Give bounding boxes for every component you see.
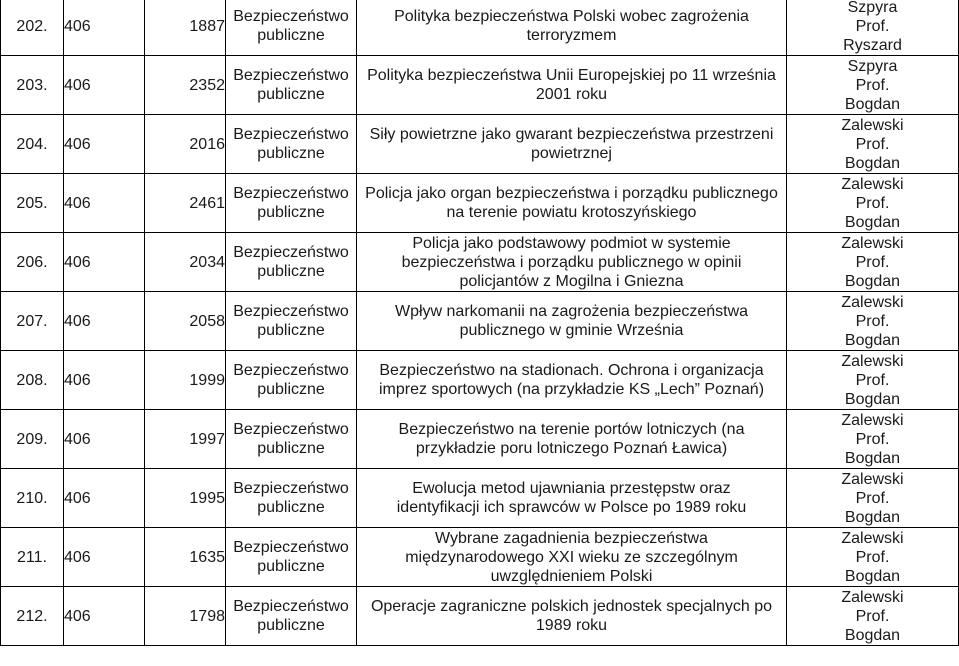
id-cell: 1997 (145, 410, 226, 469)
supervisor-cell: Zalewski Prof. Bogdan (787, 587, 959, 646)
thesis-title-cell: Bezpieczeństwo na terenie portów lotniczych (na przykładzie poru lotniczego Poznań Ławica) (357, 410, 787, 469)
row-number: 209. (1, 410, 64, 469)
specialization-cell: Bezpieczeństwo publiczne (226, 174, 357, 233)
row-number: 212. (1, 587, 64, 646)
table-row (1, 410, 959, 469)
code-cell: 406 (64, 56, 145, 115)
table-row (1, 351, 959, 410)
specialization-cell: Bezpieczeństwo publiczne (226, 469, 357, 528)
code-cell: 406 (64, 292, 145, 351)
row-number: 207. (1, 292, 64, 351)
supervisor-cell: Zalewski Prof. Bogdan (787, 528, 959, 587)
specialization-cell: Bezpieczeństwo publiczne (226, 587, 357, 646)
thesis-title-cell: Wpływ narkomanii na zagrożenia bezpieczeństwa publicznego w gminie Września (357, 292, 787, 351)
code-cell: 406 (64, 469, 145, 528)
code-cell: 406 (64, 351, 145, 410)
supervisor-cell: Zalewski Prof. Bogdan (787, 174, 959, 233)
row-number: 211. (1, 528, 64, 587)
thesis-title-cell: Bezpieczeństwo na stadionach. Ochrona i organizacja imprez sportowych (na przykładzie KS „Lech” Poznań) (357, 351, 787, 410)
id-cell: 1887 (145, 0, 226, 56)
table-row (1, 56, 959, 115)
code-cell: 406 (64, 587, 145, 646)
supervisor-cell: Zalewski Prof. Bogdan (787, 292, 959, 351)
code-cell: 406 (64, 233, 145, 292)
supervisor-cell: Szpyra Prof. Ryszard (787, 0, 959, 56)
id-cell: 1635 (145, 528, 226, 587)
thesis-title-cell: Polityka bezpieczeństwa Polski wobec zagrożenia terroryzmem (357, 0, 787, 56)
id-cell: 2461 (145, 174, 226, 233)
row-number: 204. (1, 115, 64, 174)
code-cell: 406 (64, 528, 145, 587)
supervisor-cell: Zalewski Prof. Bogdan (787, 233, 959, 292)
table-row (1, 587, 959, 646)
id-cell: 1999 (145, 351, 226, 410)
specialization-cell: Bezpieczeństwo publiczne (226, 56, 357, 115)
thesis-title-cell: Wybrane zagadnienia bezpieczeństwa międzynarodowego XXI wieku ze szczególnym uwzględnieniem Polski (357, 528, 787, 587)
thesis-title-cell: Ewolucja metod ujawniania przestępstw oraz identyfikacji ich sprawców w Polsce po 1989 roku (357, 469, 787, 528)
supervisor-cell: Zalewski Prof. Bogdan (787, 351, 959, 410)
supervisor-cell: Zalewski Prof. Bogdan (787, 410, 959, 469)
table-row (1, 469, 959, 528)
specialization-cell: Bezpieczeństwo publiczne (226, 528, 357, 587)
table-row (1, 528, 959, 587)
supervisor-cell: Zalewski Prof. Bogdan (787, 469, 959, 528)
specialization-cell: Bezpieczeństwo publiczne (226, 115, 357, 174)
specialization-cell: Bezpieczeństwo publiczne (226, 410, 357, 469)
row-number: 206. (1, 233, 64, 292)
row-number: 202. (1, 0, 64, 56)
thesis-title-cell: Operacje zagraniczne polskich jednostek specjalnych po 1989 roku (357, 587, 787, 646)
table-row (1, 233, 959, 292)
code-cell: 406 (64, 115, 145, 174)
table-row (1, 0, 959, 56)
specialization-cell: Bezpieczeństwo publiczne (226, 0, 357, 56)
thesis-title-cell: Policja jako podstawowy podmiot w systemie bezpieczeństwa i porządku publicznego w opinii policjantów z Mogilna i Gniezna (357, 233, 787, 292)
table-row (1, 174, 959, 233)
id-cell: 2016 (145, 115, 226, 174)
thesis-title-cell: Siły powietrzne jako gwarant bezpieczeństwa przestrzeni powietrznej (357, 115, 787, 174)
table-row (1, 115, 959, 174)
thesis-title-cell: Policja jako organ bezpieczeństwa i porządku publicznego na terenie powiatu krotoszyńskiego (357, 174, 787, 233)
row-number: 203. (1, 56, 64, 115)
specialization-cell: Bezpieczeństwo publiczne (226, 351, 357, 410)
row-number: 208. (1, 351, 64, 410)
code-cell: 406 (64, 174, 145, 233)
code-cell: 406 (64, 410, 145, 469)
id-cell: 1798 (145, 587, 226, 646)
id-cell: 1995 (145, 469, 226, 528)
supervisor-cell: Zalewski Prof. Bogdan (787, 115, 959, 174)
id-cell: 2352 (145, 56, 226, 115)
thesis-title-cell: Polityka bezpieczeństwa Unii Europejskiej po 11 września 2001 roku (357, 56, 787, 115)
id-cell: 2058 (145, 292, 226, 351)
supervisor-cell: Szpyra Prof. Bogdan (787, 56, 959, 115)
row-number: 210. (1, 469, 64, 528)
id-cell: 2034 (145, 233, 226, 292)
row-number: 205. (1, 174, 64, 233)
code-cell: 406 (64, 0, 145, 56)
table-row (1, 292, 959, 351)
specialization-cell: Bezpieczeństwo publiczne (226, 233, 357, 292)
specialization-cell: Bezpieczeństwo publiczne (226, 292, 357, 351)
